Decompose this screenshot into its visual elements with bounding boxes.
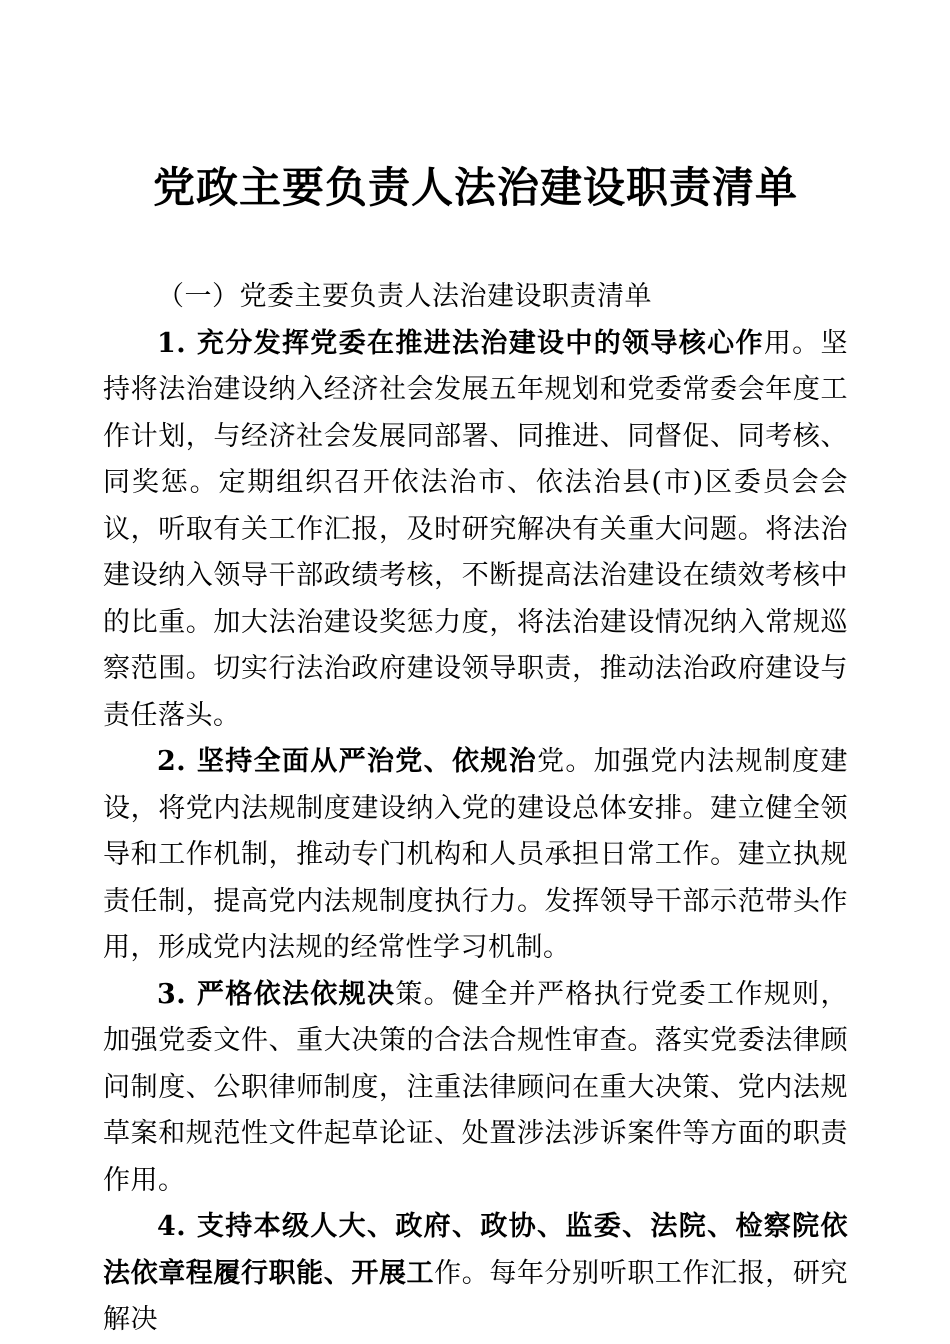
text-run: 策。健全并严格执行党委工作规则，加强党委文件、重大决策的合法合规性审查。落实党委法律顾问制度、公职律师制度，注重法律顾问在重大决策、党内法规草案和规范性文件起草论证、处置涉法涉诉案件等方面的职责作用。 (103, 978, 848, 1196)
document-body (103, 321, 848, 1344)
bold-text-run: 4. 支持本级人大、政府、政协、监委、法院、检察院依法依章程履行职能、开展工 (103, 1211, 848, 1289)
text-run: 用。坚持将法治建设纳入经济社会发展五年规划和党委常委会年度工作计划，与经济社会发展同部署、同推进、同督促、同考核、同奖惩。定期组织召开依法治市、依法治县(市)区委员会会议，听取有关工作汇报，及时研究解决有关重大问题。将法治建设纳入领导干部政绩考核，不断提高法治建设在绩效考核中的比重。加大法治建设奖惩力度，将法治建设情况纳入常规巡察范围。切实行法治政府建设领导职责，推动法治政府建设与责任落头。 (103, 327, 848, 731)
paragraph (103, 321, 848, 740)
text-run: 作。每年分别听职工作汇报，研究解决 (103, 1257, 849, 1335)
document-text (103, 274, 848, 1344)
paragraph (103, 739, 848, 972)
document-title: 党政主要负责人法治建设职责清单 (152, 166, 798, 212)
paragraph (103, 972, 848, 1205)
paragraph (103, 1204, 848, 1344)
bold-text-run: 3. 严格依法依规决 (157, 978, 396, 1010)
bold-text-run: 1. 充分发挥党委在推进法治建设中的领导核心作 (157, 327, 764, 359)
section-heading: （一）党委主要负责人法治建设职责清单 (157, 281, 652, 312)
bold-text-run: 2. 坚持全面从严治党、依规治 (157, 746, 538, 777)
text-run: 党。加强党内法规制度建设，将党内法规制度建设纳入党的建设总体安排。建立健全领导和工作机制，推动专门机构和人员承担日常工作。建立执规责任制，提高党内法规制度执行力。发挥领导干部示范带头作用，形成党内法规的经常性学习机制。 (103, 746, 848, 963)
